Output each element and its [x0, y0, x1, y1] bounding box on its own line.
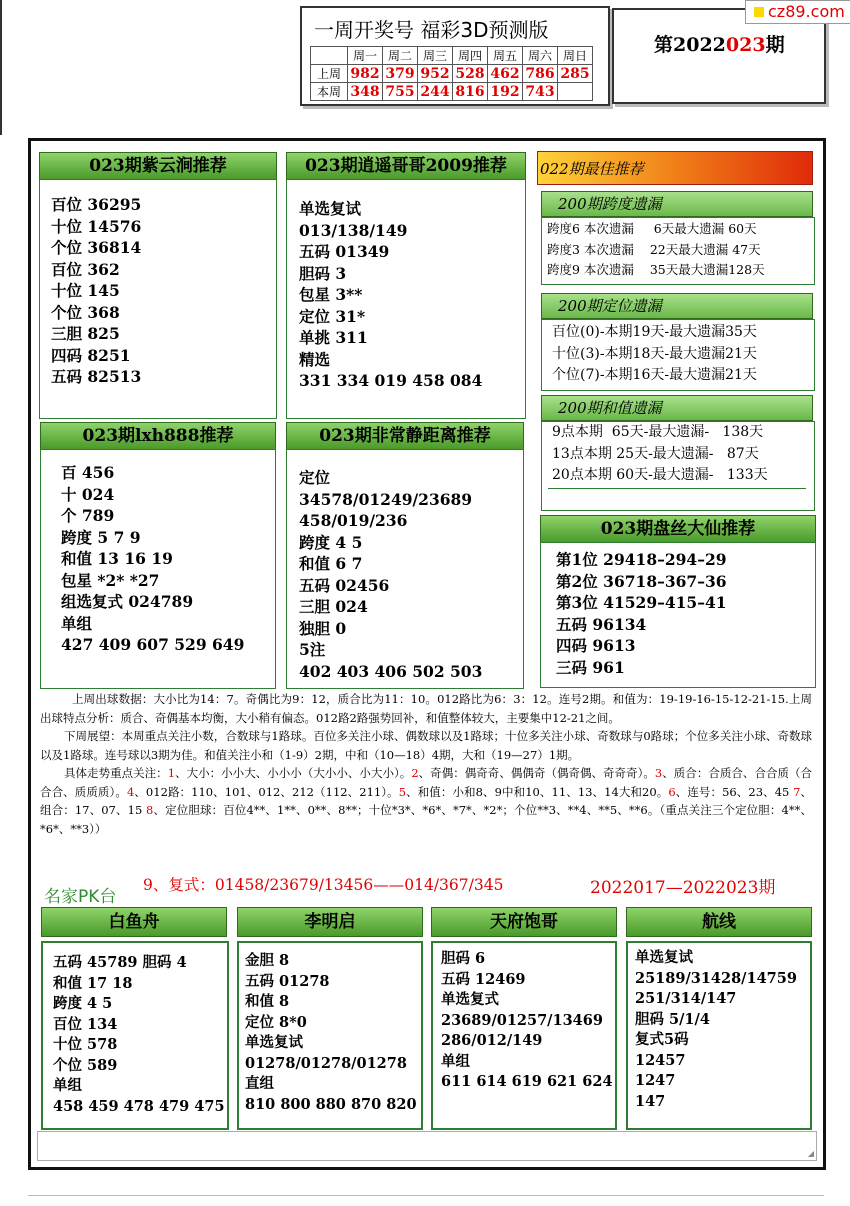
row-label: 上周	[311, 65, 348, 83]
day-header: 周二	[383, 47, 418, 65]
position-omission-panel	[541, 319, 815, 391]
position-omission-title: 200期定位遗漏	[541, 293, 813, 319]
draw-number: 462	[488, 65, 523, 83]
day-header: 周一	[348, 47, 383, 65]
panel-title-xiaoyao: 023期逍遥哥哥2009推荐	[286, 152, 526, 180]
span-omission-title: 200期跨度遗漏	[541, 191, 813, 217]
table-row	[311, 47, 593, 65]
draw-number: 816	[453, 83, 488, 101]
divider	[548, 488, 806, 489]
weekly-title: 一周开奖号 福彩3D预测版	[314, 18, 549, 42]
panel-lxh	[40, 449, 276, 689]
draw-number: 743	[523, 83, 558, 101]
weekly-draw-table	[310, 46, 593, 101]
pk-box	[41, 941, 229, 1130]
panel-feichang	[286, 449, 524, 689]
panel-title-feichang: 023期非常静距离推荐	[286, 422, 524, 450]
period-range: 2022017—2022023期	[590, 878, 776, 898]
weekly-draw-box	[300, 6, 610, 106]
draw-number: 285	[558, 65, 593, 83]
row-label: 本周	[311, 83, 348, 101]
span-omission-body: 跨度6 本次遗漏 6天最大遗漏 60天 跨度3 本次遗漏 22天最大遗漏 47天 跨度9 本次遗漏 35天最大遗漏128天	[547, 221, 765, 277]
panel-title-ziyun: 023期紫云涧推荐	[39, 152, 277, 180]
panel-body: 百位 36295 十位 14576 个位 36814 百位 362 十位 145 个位 368 三胆 825 四码 8251 五码 82513	[51, 195, 142, 386]
table-row	[311, 65, 593, 83]
best-recommend-title: 022期最佳推荐	[537, 151, 813, 185]
day-header: 周五	[488, 47, 523, 65]
pk-name-liminqi: 李明启	[237, 907, 423, 937]
logo-square-icon	[754, 7, 764, 17]
draw-number: 192	[488, 83, 523, 101]
bottom-bar	[37, 1131, 817, 1161]
analysis-paragraph: 具体走势重点关注：1、大小：小小大、小小小（大小小、小大小）。2、奇偶：偶奇奇、偶偶奇（偶奇偶、奇奇奇）。3、质合：合质合、合合质（合合合、质质质）。4、012路：110、101、012、212（112、211）。5、和值：小和8、9中和10、11、13、14大和20。6、连号：56、23、45 7、组合：17、07、15 8、定位胆球：百位4**、1**、0**、8**；十位*3*、*6*、*7*、*2*；个位**3、**4、**5、**6。（重点关注三个定位胆：4**、*6*、**3））	[40, 766, 813, 836]
pk-box	[626, 941, 812, 1130]
bottom-divider	[28, 1195, 824, 1196]
main-frame	[28, 138, 826, 1170]
panel-body: 单选复试 013/138/149 五码 01349 胆码 3 包星 3** 定位 31* 单挑 311 精选 331 334 019 458 084	[299, 199, 483, 390]
panel-body: 百 456 十 024 个 789 跨度 5 7 9 和值 13 16 19 包星 *2* *27 组选复式 024789 单组 427 409 607 529 649	[61, 463, 245, 654]
span-omission-panel	[541, 217, 815, 285]
draw-number: 528	[453, 65, 488, 83]
sum-omission-panel	[541, 421, 815, 511]
analysis-paragraph: 下周展望：本周重点关注小数，合数球与1路球。百位多关注小球、偶数球以及1路球；十位多关注小球、奇数球与0路球；个位多关注小球、奇数球以及1路球。连号球以3期为佳。和值关注小和（1-9）2期，中和（10—18）4期，大和（19—27）1期。	[40, 729, 812, 762]
period-title: 第2022023期	[654, 34, 785, 56]
pk-stage-label: 名家PK台	[44, 887, 117, 907]
draw-number	[558, 83, 593, 101]
panel-title-lxh: 023期lxh888推荐	[40, 422, 276, 450]
panel-body: 定位 34578/01249/23689 458/019/236 跨度 4 5 和值 6 7 五码 02456 三胆 024 独胆 0 5注 402 403 406 502 503	[299, 468, 483, 681]
draw-number: 786	[523, 65, 558, 83]
analysis-paragraph: 上周出球数据：大小比为14：7。奇偶比为9：12，质合比为11：10。012路比为6：3：12。连号2期。和值为：19-19-16-15-12-21-15.上周出球特点分析：质合、奇偶基本均衡，大小稍有偏态。012路2路强势回补，和值整体较大，主要集中12-21之间。	[40, 692, 812, 725]
pk-name-hangxian: 航线	[626, 907, 812, 937]
panel-ziyun	[39, 179, 277, 419]
draw-number: 952	[418, 65, 453, 83]
draw-number: 982	[348, 65, 383, 83]
panel-body: 第1位 29418–294–29 第2位 36718–367–36 第3位 41529–415–41 五码 96134 四码 9613 三码 961	[556, 550, 727, 677]
draw-number: 755	[383, 83, 418, 101]
panel-xiaoyao	[286, 179, 526, 419]
draw-number: 348	[348, 83, 383, 101]
site-logo[interactable]: cz89.com	[745, 0, 850, 24]
pk-box	[237, 941, 423, 1130]
draw-number: 379	[383, 65, 418, 83]
panel-title-pansi: 023期盘丝大仙推荐	[540, 515, 816, 543]
pk-name-baiyuzhou: 白鱼舟	[41, 907, 227, 937]
left-edge-line	[0, 0, 2, 135]
pk-name-tianfubaoge: 天府饱哥	[431, 907, 617, 937]
pk-body: 胆码 6 五码 12469 单选复式 23689/01257/13469 286/012/149 单组 611 614 619 621 624	[441, 950, 613, 1090]
day-header: 周四	[453, 47, 488, 65]
pk-box	[431, 941, 617, 1130]
resize-icon: ◢	[807, 1149, 814, 1158]
day-header: 周日	[558, 47, 593, 65]
multiple-line: 9、复式：01458/23679/13456——014/367/345	[143, 876, 504, 894]
pk-body: 单选复试 25189/31428/14759 251/314/147 胆码 5/1/4 复式5码 12457 1247 147	[635, 949, 797, 1110]
pk-body: 金胆 8 五码 01278 和值 8 定位 8*0 单选复试 01278/01278/01278 直组 810 800 880 870 820	[245, 952, 417, 1113]
draw-number: 244	[418, 83, 453, 101]
day-header: 周六	[523, 47, 558, 65]
sum-omission-title: 200期和值遗漏	[541, 395, 813, 421]
pk-body: 五码 45789 胆码 4 和值 17 18 跨度 4 5 百位 134 十位 578 个位 589 单组 458 459 478 479 475	[53, 954, 225, 1115]
table-row	[311, 83, 593, 101]
analysis-text	[40, 690, 812, 838]
day-header: 周三	[418, 47, 453, 65]
sum-omission-body: 9点本期 65天-最大遗漏- 138天 13点本期 25天-最大遗漏- 87天 20点本期 60天-最大遗漏- 133天	[552, 424, 768, 483]
panel-pansi	[540, 542, 816, 688]
position-omission-body: 百位(0)-本期19天-最大遗漏35天 十位(3)-本期18天-最大遗漏21天 个位(7)-本期16天-最大遗漏21天	[552, 324, 757, 383]
